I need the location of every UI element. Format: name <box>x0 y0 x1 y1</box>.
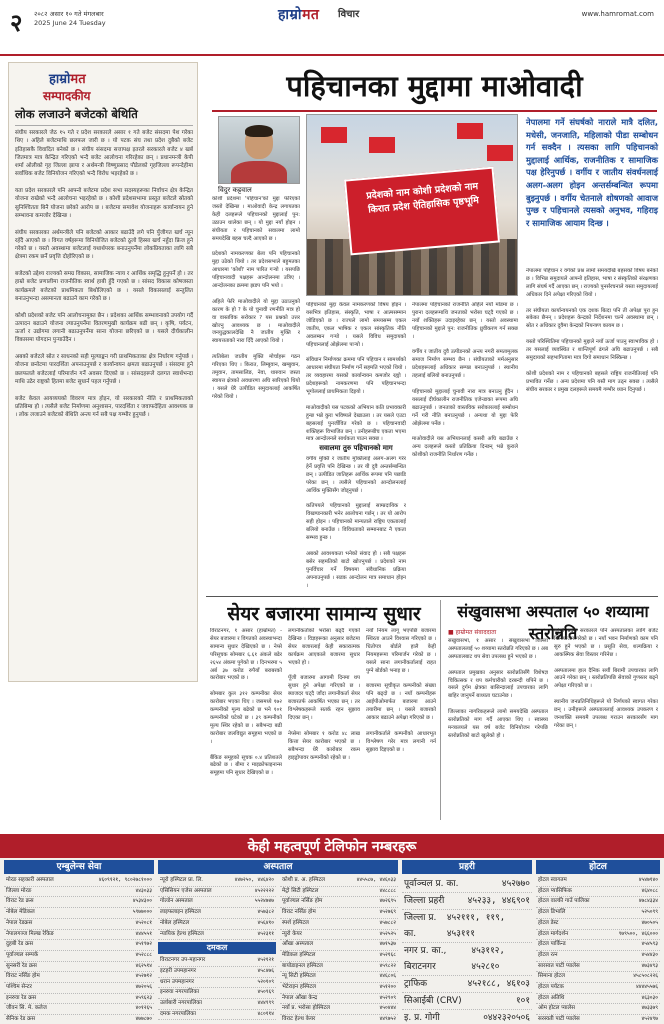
directory-entry-name: होटल प्यासिफिक <box>538 887 572 894</box>
directory-row <box>536 951 660 962</box>
directory-phone-number[interactable]: ४७१५३७ <box>379 941 396 948</box>
directory-row <box>280 876 398 887</box>
directory-entry-name: इनरुवा नगरपालिका <box>160 989 200 996</box>
directory-entry-name: नगर प्र. का., बिराटनगर <box>404 946 447 972</box>
hotel-column <box>536 860 660 1023</box>
directory-phone-number[interactable]: ५९७७००० <box>132 909 152 916</box>
hospital-header: अस्पताल <box>158 860 398 874</box>
directory-phone-number[interactable]: ५२५०९९ <box>641 909 658 916</box>
hotel-header: होटल <box>536 860 660 874</box>
directory-phone-number[interactable]: ४५६४१० <box>257 919 274 926</box>
hospital-headline: संखुवासभा अस्पताल ५० शय्यामा स्तरोन्नति <box>457 602 649 643</box>
directory-row <box>280 1004 398 1015</box>
directory-entry-name: होटल स्वागतम <box>538 877 567 883</box>
directory-row <box>536 994 660 1005</box>
hospital-byline: ■ हाम्रोमत संवाददाता <box>448 629 497 636</box>
directory-phone-number[interactable]: ४५०४४४ <box>379 1005 396 1012</box>
page-number: २ <box>10 8 23 37</box>
directory-entry-name: इनरुवा रेड क्रस <box>6 994 37 1001</box>
directory-entry-name: जिल्ला मोरङ <box>6 887 32 894</box>
directory-row <box>158 1010 276 1021</box>
column-divider <box>440 600 441 820</box>
page-header <box>0 0 664 56</box>
directory-row <box>536 908 660 919</box>
directory-phone-number[interactable]: ४५१९७२ <box>135 941 152 948</box>
directory-row <box>280 994 398 1005</box>
directory-phone-number[interactable]: ४५२५२५ <box>379 930 396 937</box>
directory-entry-name: होटल वाल्की गाउँ पालिका <box>538 898 590 905</box>
banner-text: प्रदेशको नाम कोशी प्रदेशको नाम किरात प्रदेश ऐतिहासिक पृष्ठभूमि <box>365 181 480 216</box>
directory-entry-name: होटल डेस्ट <box>538 919 559 926</box>
directory-title: केही महत्वपूर्ण टेलिफोन नम्बरहरू <box>0 836 664 858</box>
directory-row <box>4 994 154 1005</box>
directory-phone-number[interactable]: १०१ <box>515 996 530 1006</box>
flag-icon <box>321 127 347 143</box>
directory-entry-name: मोरङ सहकारी अस्पताल <box>6 877 54 883</box>
directory-phone-number[interactable]: ४७७८७० <box>135 1016 152 1023</box>
directory-phone-number[interactable]: ४७३३७९ <box>641 1005 658 1012</box>
directory-entry-name: गोल्डेन अस्पताल <box>160 898 193 905</box>
directory-entry-name: ओम होटल प्यालेस <box>538 1005 575 1012</box>
directory-phone-number[interactable]: ४७०५०५ <box>641 919 658 926</box>
directory-entry-name: आँखा अस्पताल <box>282 941 314 948</box>
directory-phone-number[interactable]: ४४६८०६ <box>379 973 396 980</box>
share-story-col2: लगानीकर्ताको भरोसा बढ्दै गएको देखिन्छ । विज्ञहरूका अनुसार बजेटमा सेयर बजारलाई केही सकारात्मक कार्यक्रम आएकाले बजारमा सुधार भएको हो । पूँजी बजारमा आगामी दिनमा थप सुधार हुने अपेक्षा गरिएको छ । ब्याजदर घट्दै जाँदा लगानीकर्ता सेयर बजारतर्फ आकर्षित भएका छन् । तर विश्लेषकहरूले सतर्क रहन सुझाव दिएका छन् । नेप्सेमा सोमबार १ करोड ४८ लाख कित्ता सेयर कारोबार भएको छ । सबैभन्दा धेरै कारोबार रकम हाइड्रोपावर कम्पनीको रहेको छ । <box>288 628 360 761</box>
directory-row <box>536 887 660 898</box>
directory-row <box>158 897 276 908</box>
directory-phone-number[interactable]: ४५२७६९ <box>379 909 396 916</box>
directory-row <box>402 1010 532 1024</box>
directory-row <box>158 978 276 989</box>
share-story-col3: नयाँ नियम लागू भएपछि बजारमा स्थिरता आउने विश्वास गरिएको छ । धितोपत्र बोर्डले हालै केही नियमहरूमा परिमार्जन गरेको छ । यसले साना लगानीकर्तालाई राहत पुग्ने बोर्डको भनाइ छ । बजारमा सूचीकृत कम्पनीको संख्या पनि बढ्दो छ । नयाँ कम्पनीहरू आईपीओमार्फत बजारमा आउने तयारीमा छन् । यसले बजारको आकार बढाउने अपेक्षा गरिएको छ । लगानीकर्ताले कम्पनीको आधारभूत विश्लेषण गरेर मात्र लगानी गर्न सुझाव दिइएको छ । <box>366 628 436 753</box>
directory-phone-number[interactable]: ४५७३८२ <box>257 909 274 916</box>
editorial-title: लोक लजाउने बजेटको बेथिति <box>15 107 193 126</box>
directory-row <box>280 951 398 962</box>
directory-row <box>280 897 398 908</box>
directory-entry-name: होटल पर्यटक <box>538 984 564 991</box>
directory-row <box>402 993 532 1010</box>
directory-phone-number[interactable]: ४५०९६९ <box>257 989 274 996</box>
directory-entry-name: विराट नर्सिङ होम <box>282 909 316 916</box>
directory-entry-name: भेटेराइन हस्पिटल <box>282 984 316 991</box>
directory-phone-number[interactable]: ४६३०३० <box>641 994 658 1001</box>
directory-phone-number[interactable]: ४५२१८८, ४६१०३ <box>467 979 530 989</box>
directory-entry-name: न्यू सिटी हस्पिटल <box>282 973 316 980</box>
directory-row <box>4 930 154 941</box>
headline-rule <box>212 110 657 112</box>
directory-row <box>280 908 398 919</box>
directory-phone-number[interactable]: ४५२३३, ४४६९०१ <box>467 896 530 906</box>
directory-row <box>4 972 154 983</box>
directory-entry-name: जिल्ला प्र. का. <box>404 913 437 939</box>
directory-entry-name: विराट हेल्थ केयर <box>282 1016 316 1023</box>
directory-entry-name: विराट रेड क्रस <box>6 898 34 905</box>
ambulance-column <box>4 860 154 1023</box>
directory-row <box>402 976 532 993</box>
directory-entry-name: विराटनगर उप-महानगर <box>160 957 206 964</box>
flag-icon <box>369 137 395 153</box>
directory-entry-name: नयाँ प्र. भरोसा होस्पिटल <box>282 1005 331 1012</box>
directory-phone-number[interactable]: ४५२८८८ <box>135 951 152 958</box>
masthead-logo <box>278 5 319 24</box>
directory-phone-number[interactable]: ४४८८८८ <box>379 887 396 894</box>
directory-phone-number[interactable]: ४४५५८७, ४४६०३३ <box>356 877 396 883</box>
directory-phone-number[interactable]: ४५२१११, ११९, ४५३१११ <box>446 913 506 939</box>
directory-row <box>280 972 398 983</box>
directory-entry-name: इटहरी उपमहानगर <box>160 967 196 974</box>
directory-entry-name: पूर्वाञ्चल सम्पर्क <box>6 951 39 958</box>
main-headline: पहिचानका मुद्दामा माओवादी <box>286 69 583 103</box>
hospital-column <box>158 860 398 1023</box>
editorial-body: संघीय सरकारले जेठ १५ गते र प्रदेश सरकारले असार १ गते बजेट संसदमा पेश गरेका थिए । अहिले बजेटमाथि छलफल जारी छ । यो पटक संघ तथा प्रदेश दुबैको बजेट इतिहासकै विवादित बनेको छ । संघीय संसदमा सत्तापक्ष इतरले सरकारले बजेट ४ खर्ब जितमात्र मात्र केन्द्रित गरिएको भन्दै बजेट आलोचना गरिरहेका छन् । प्रधानमन्त्री केपी शर्मा ओलीको गृह जिल्ला झापा र अर्थमन्त्री विष्णुप्रसाद पौडेलको गृहजिल्ला रूपन्देहीमा सर्वाधिक बजेट विनियोजन गरिएको भन्दै विरोध भइरहेको छ । यता प्रदेश सरकारले पनि आफ्नो बजेटमा प्रदेश सभा सदस्यहरूका निर्वाचन क्षेत्र केन्द्रित योजना राखेको भन्दै आलोचना भइरहेको छ । कोशी प्रदेशसभामा प्रस्तुत बजेटले स्रोतको सुनिश्चितता बिनै योजना छरेको आरोप छ । बजेटमा समावेश योजनाहरू कार्यान्वयन हुने सम्भावना कमजोर देखिन्छ । संघीय सरकारका अर्थमन्त्रीले पनि बजेटको आकार बढाउँदै लगे पनि पुँजीगत खर्च न्यून रहँदै आएको छ । विगत वर्षहरूमा विनियोजित बजेटको ठूलो हिस्सा खर्च नहुँदा फ्रिज हुने गरेको छ । यस्तो अवस्थामा बजेटलाई यथार्थपरक बनाउनुपर्नेमा लोकप्रियताका लागि सबै क्षेत्रमा रकम छर्ने प्रवृत्ति दोहोरिएको छ । बजेटको उद्देश्य राज्यको समग्र विकास, सामाजिक न्याय र आर्थिक समृद्धि हुनुपर्ने हो । तर हाम्रो बजेट प्रणालीमा राजनीतिक स्वार्थ हाबी हुँदै गएको छ । सांसद विकास कोषजस्ता कार्यक्रमले बजेटको प्राथमिकता बिथोलिएको छ । यसले विकासलाई सन्तुलित बनाउनुभन्दा असमानता बढाउने काम गरेको छ । कोशी प्रदेशको बजेट पनि आलोचनामुक्त छैन । प्रदेशका आर्थिक सम्भावनाको उपयोग गर्दै उत्पादन बढाउने योजना ल्याउनुपर्नेमा वितरणमुखी कार्यक्रम बढी छन् । कृषि, पर्यटन, ऊर्जा र उद्योगमा लगानी बढाउनुपर्नेमा साना योजना छरिएको छ । यसले दीर्घकालीन विकासमा योगदान पुर्‍याउँदैन । अबको बजेटले स्रोत र साधनको सही मूल्याङ्कन गरी प्राथमिकताका क्षेत्र निर्धारण गर्नुपर्छ । योजना छनोटमा पारदर्शिता अपनाउनुपर्छ र कार्यान्वयन क्षमता बढाउनुपर्छ । संसदमा हुने छलफलले बजेटलाई परिमार्जन गर्ने अवसर दिएको छ । सांसदहरूले दलगत स्वार्थभन्दा माथि उठेर राष्ट्रको हितमा बजेट सुधार्न पहल गर्नुपर्छ । बजेट केवल आयव्ययको विवरण मात्र होइन, यो सरकारको नीति र प्राथमिकताको प्रतिबिम्ब हो । त्यसैले बजेट निर्माणमा अनुशासन, पारदर्शिता र जवाफदेहिता आवश्यक छ । लोक लजाउने बजेटको बेथिति अन्त्य गर्न सबै पक्ष गम्भीर हुनुपर्छ । <box>15 130 193 419</box>
directory-phone-number[interactable]: ४५२१२१ <box>257 957 274 964</box>
directory-row <box>4 962 154 973</box>
fire-header: दमकल <box>158 942 276 954</box>
directory-entry-name: सिआईबी (CRV) <box>404 996 462 1006</box>
directory-entry-name: बायोडाइनल हस्पिटल <box>282 962 323 969</box>
directory-phone-number[interactable]: ४४४४५५७६ <box>635 984 658 991</box>
directory-row <box>536 983 660 994</box>
directory-row <box>158 967 276 978</box>
directory-phone-number[interactable]: ४५२७१२ <box>135 973 152 980</box>
directory-row <box>158 999 276 1010</box>
directory-phone-number[interactable]: ४५१२०० <box>379 984 396 991</box>
directory-row <box>4 940 154 951</box>
directory-phone-number[interactable]: ४७२६९५ <box>379 898 396 905</box>
rally-photo <box>306 114 518 296</box>
directory-row <box>536 972 660 983</box>
directory-row <box>280 930 398 941</box>
directory-entry-name: दमक नगरपालिका <box>160 1010 196 1017</box>
directory-row <box>536 876 660 887</box>
directory-phone-number[interactable]: ५२०१०९ <box>257 978 274 985</box>
directory-row <box>536 897 660 908</box>
directory-entry-name: होटल मार्गदर्शन <box>538 930 569 937</box>
directory-row <box>280 919 398 930</box>
directory-row <box>158 988 276 999</box>
directory-row <box>4 897 154 908</box>
directory-phone-number[interactable]: ४५२०८१ <box>135 919 152 926</box>
directory-phone-number[interactable]: ४५२२२२२ <box>254 887 274 894</box>
directory-row <box>280 940 398 951</box>
directory-phone-number[interactable]: ४५२३११ <box>257 930 274 937</box>
directory-entry-name: नेपाल रेडक्रस <box>6 919 33 926</box>
nepali-date: २०८२ असार १० गते मंगलबार <box>34 10 104 18</box>
share-market-headline: सेयर बजारमा सामान्य सुधार <box>227 603 421 625</box>
flag-icon <box>457 123 483 139</box>
directory-phone-number[interactable]: ४५८५०८२२६ <box>633 973 658 980</box>
directory-entry-name: होटल पार्किन्ड <box>538 941 566 948</box>
editorial-logo-accent: मत <box>70 72 86 87</box>
directory-entry-name: सुनसरी रेड क्रस <box>6 962 37 969</box>
directory-phone-number[interactable]: ४५९६२३ <box>135 994 152 1001</box>
directory-row <box>402 876 532 893</box>
date-block <box>34 10 106 28</box>
directory-entry-name: नोबेल हस्पिटल <box>160 919 190 926</box>
main-story-col5: नेपालमा पहिचान र वर्गको प्रश्न लामो समयदेखि बहसको विषय बनेको छ । विभिन्न समुदायले आफ्नो इतिहास, भाषा र संस्कृतिको संरक्षणका लागि संघर्ष गर्दै आएका छन् । राज्यको पुनर्संरचनाले यस्ता समुदायलाई अधिकार दिने अपेक्षा गरिएको थियो । तर संघीयता कार्यान्वयनको एक दशक बित्दा पनि ती अपेक्षा पूरा हुन सकेका छैनन् । प्रदेशहरू केन्द्रको निर्देशनमा चल्ने अवस्थामा छन् । स्रोत र अधिकार दुवैमा केन्द्रको नियन्त्रण कायम छ । यस्तो परिस्थितिमा पहिचानको मुद्दाले नयाँ ऊर्जा पाउनु स्वाभाविक हो । तर यसलाई व्यवस्थित र शान्तिपूर्ण ढंगले अघि बढाउनुपर्छ । सबै समुदायको सहभागितामा मात्र दिगो समाधान निस्किन्छ । कोशी प्रदेशको नाम र पहिचानको बहसले राष्ट्रिय राजनीतिलाई पनि प्रभावित गर्नेछ । अन्य प्रदेशमा पनि यस्तै माग उठ्न सक्छ । त्यसैले संघीय सरकार र प्रमुख दलहरूले समयमै गम्भीर ध्यान दिनुपर्छ । <box>526 268 658 393</box>
directory-row <box>4 919 154 930</box>
directory-entry-name: पश्चिम सेन्टर <box>6 984 32 991</box>
police-header: प्रहरी <box>402 860 532 874</box>
directory-row <box>402 943 532 976</box>
directory-phone-number[interactable]: ४५४४३० <box>641 951 658 958</box>
directory-phone-number[interactable]: ४५४७१४० <box>638 877 658 883</box>
directory-entry-name: लाइफलाइन हस्पिटल <box>160 909 201 916</box>
directory-phone-number[interactable]: ४५९८२२ <box>379 962 396 969</box>
directory-row <box>280 1015 398 1024</box>
section-divider <box>206 596 658 597</box>
directory-phone-number[interactable]: ४५४५९३ <box>641 941 658 948</box>
directory-phone-number[interactable]: ४४४९९९ <box>257 1000 274 1007</box>
directory-entry-name: एसिसियन एजेस अस्पताल <box>160 887 212 894</box>
directory-entry-name: न्यायिक हेल्थ हस्पिटल <box>160 930 204 937</box>
main-story-subhead: सवालमा तुरु पहिचानको माग <box>319 444 393 452</box>
directory-entry-name: दुहबी रेड क्रस <box>6 941 34 948</box>
directory-phone-number[interactable]: ४०१२६५ <box>135 1005 152 1012</box>
directory-row <box>536 919 660 930</box>
directory-row <box>536 1015 660 1024</box>
editorial-box <box>8 62 198 682</box>
directory-phone-number[interactable]: ४७३४९३ <box>641 962 658 969</box>
directory-entry-name: मेट्रो सिटी हस्पिटल <box>282 887 319 894</box>
directory-row <box>158 956 276 967</box>
directory-phone-number[interactable]: ४६०९१२१, ९८०२७८१००० <box>98 877 152 883</box>
directory-entry-name: पूर्वाञ्चल प्र. का. <box>404 879 459 889</box>
directory-row <box>536 940 660 951</box>
directory-row <box>536 962 660 973</box>
main-story-col1: कोशी प्रदेशमा 'पहिचान'को मुद्दा फेरिएको जस्तो देखिन्छ । माओवादी केन्द्र लगायतका केही दलहरूले पहिचानको मुद्दालाई पुन: उठाउन थालेका छन् । यो मुद्दा नयाँ होइन । संघीयता र पहिचानको सवालमा लामो समयदेखि बहस चल्दै आएको छ । प्रदेशको नामकरणका बेला पनि पहिचानको मुद्दा उठेको थियो । तर प्रदेशसभाले बहुमतका आधारमा 'कोशी' नाम पारित गर्‍यो । यसपछि पहिचानवादी पक्षहरू आन्दोलनमा उत्रिए । आन्दोलनका क्रममा झडप पनि भयो । अहिले फेरि माओवादीले यो मुद्दा उठाउनुको कारण के हो ? के यो चुनावी रणनीति मात्र हो वा वास्तविक सरोकार ? यस प्रश्नको उत्तर खोज्नु आवश्यक छ । माओवादीले जनयुद्धकालदेखि नै जातीय मुक्ति र स्वायत्तताको नारा दिँदै आएको थियो । त्यतिबेला जातीय मुक्ति मोर्चाहरू गठन गरिएका थिए । किरात, लिम्बुवान, खम्बुवान, तमुवान, तामसालिङ, नेवा, थारुवान जस्ता स्वायत्त क्षेत्रको अवधारणा अघि सारिएको थियो । यसले धेरै उत्पीडित समुदायलाई आकर्षित गरेको थियो । <box>212 196 300 400</box>
directory-row <box>158 930 276 941</box>
directory-phone-number[interactable]: ०४४२३२०५०६ <box>483 1013 530 1023</box>
directory-entry-name: नेपालगञ्ज मिल्ख रेकिङ <box>6 930 54 937</box>
pullquote: नेपालमा गर्ने संघर्षको नाराले मात्रै दलित, मधेसी, जनजाति, महिलाको पीडा सम्बोधन गर्न सक्दैन । त्यसका लागि पहिचानको मुद्दालाई आर्थिक, राजनीतिक र सामाजिक पक्ष हेरिनुपर्छ । वर्गीय र जातीय संवर्धनलाई अलग-अलग होइन अन्तर्सम्बन्धित रूपमा बुझ्नुपर्छ । वर्गीय चेतनाले शोषणको आवाज पुग्छ र पहिचानले त्यसको अनुभव, गहिराइ र सामाजिक आयाम दिन्छ । <box>526 117 658 228</box>
directory-phone-number[interactable]: ४५७८८२ <box>379 919 396 926</box>
directory-entry-name: सारस्वत पाटी प्यालेस <box>538 962 580 969</box>
directory-row <box>280 962 398 973</box>
editorial-label: सम्पादकीय <box>43 89 91 103</box>
directory-phone-number[interactable]: ९७९५००, ४६६००० <box>618 930 658 937</box>
share-story-col1: विराटनगर, १ असार (हाम्रोमत) - सेयर बजारमा र विगतको अवस्थाभन्दा सामान्य सुधार देखिएको छ । नेप्से परिसूचक सोमबार ६.६१ अंकले बढेर २६५४ अंकमा पुगेको छ । दिनभरमा ५ अर्ब ३७ करोड रुपैयाँ बराबरको कारोबार भएको छ । सोमबार कुल ३१२ कम्पनीका सेयर कारोबार भएका थिए । जसमध्ये १७२ कम्पनीको मूल्य बढेको छ भने १०१ कम्पनीको घटेको छ । ३९ कम्पनीको मूल्य स्थिर रहेको छ । सबैभन्दा बढी कारोबार जलविद्युत समूहमा भएको छ । बैंकिङ समूहको सूचक ०.४ प्रतिशतले बढेको छ । बीमा र माइक्रोफाइनान्स समूहमा पनि सुधार देखिएको छ । <box>210 628 282 777</box>
directory-entry-name: नोबेल मेडिकल <box>6 909 35 916</box>
main-story-col2: पहिचानको मुद्दा केवल नामकरणको विषय होइन । यसभित्र इतिहास, संस्कृति, भाषा र आत्मसम्मान जोडिएको छ । राज्यले लामो समयसम्म एकल जातीय, एकल भाषिक र एकल सांस्कृतिक नीति अवलम्बन गर्‍यो । यसले विविध समुदायको पहिचानलाई ओझेलमा पार्‍यो । संविधान निर्माणका क्रममा पनि पहिचान र सामर्थ्यको आधारमा संघीयता निर्माण गर्ने सहमति भएको थियो । तर व्यवहारमा यसको कार्यान्वयन कमजोर रह्यो । प्रदेशहरूको नामकरणमा पनि पहिचानभन्दा भूगोललाई प्राथमिकता दिइयो । माओवादीको यस पटकको अभियान कति प्रभावकारी हुन्छ भन्ने कुरा भविष्यले देखाउला । तर यसले एउटा बहसलाई पुनर्जीवित गरेको छ । पहिचानवादी शक्तिहरू विभाजित छन् । उनीहरूबीच एकता भएमा मात्र आन्दोलनले सार्थकता पाउन सक्छ । <box>306 302 406 442</box>
hospital-story-col2: कोशी प्रदेश सरकारले पनि अस्पतालका लागि बजेट विनियोजन गरेको छ । नयाँ भवन निर्माणको काम पनि सुरु हुने भएको छ । प्रसूति सेवा, शल्यक्रिया र आकस्मिक सेवा विस्तार गरिनेछ । अस्पतालमा हाल दैनिक सयौं बिरामी उपचारका लागि आउने गरेका छन् । स्तरोन्नतिपछि सेवाको गुणस्तर बढ्ने अपेक्षा गरिएको छ । स्थानीय जनप्रतिनिधिहरूले यो निर्णयको स्वागत गरेका छन् । उनीहरूले अस्पताललाई आवश्यक उपकरण र जनशक्ति समयमै उपलब्ध गराउन सरकारसँग माग गरेका छन् । <box>554 628 658 729</box>
directory-entry-name: ट्राफिक <box>404 979 428 989</box>
directory-entry-name: मेडिकल हस्पिटल <box>282 951 316 958</box>
directory-phone-number[interactable]: ४५२७७० <box>501 879 530 889</box>
directory-phone-number[interactable]: ४५२१६८ <box>379 951 396 958</box>
directory-entry-name: होटल अतिथि <box>538 994 565 1001</box>
directory-entry-name: होटल रत्न <box>538 951 558 958</box>
directory-phone-number[interactable]: ४५८४७६ <box>257 967 274 974</box>
editorial-logo <box>49 69 86 87</box>
directory-phone-number[interactable]: ४६२५१४ <box>135 962 152 969</box>
directory-phone-number[interactable]: ४८०११४ <box>257 1010 274 1017</box>
directory-row <box>158 876 276 887</box>
directory-entry-name: नेपाल आँखा केन्द्र <box>282 994 318 1001</box>
directory-row <box>4 951 154 962</box>
directory-entry-name: न्यूरो हस्पिटल प्रा. लि. <box>160 877 204 883</box>
editorial-logo-main: हाम्रो <box>49 72 71 87</box>
directory-row <box>280 887 398 898</box>
directory-phone-number[interactable]: ४४३०३३ <box>135 887 152 894</box>
protest-banner <box>344 167 500 256</box>
ambulance-header: एम्बुलेन्स सेवा <box>4 860 154 874</box>
directory-row <box>158 919 276 930</box>
directory-phone-number[interactable]: ४७८४३३४ <box>638 898 658 905</box>
flag-icon <box>487 145 513 161</box>
directory-phone-number[interactable]: ४४७२५०, ४४६४२० <box>234 877 274 883</box>
directory-phone-number[interactable]: ४५२४९७ <box>641 1016 658 1023</box>
directory-row <box>280 983 398 994</box>
directory-phone-number[interactable]: ४५२९०९ <box>379 994 396 1001</box>
directory-entry-name: न्युरो केयर <box>282 930 302 937</box>
directory-phone-number[interactable]: ५५२४७४७ <box>254 898 274 905</box>
brand-accent: मत <box>302 7 320 23</box>
hospital-story-col1: संखुवासभा, १ असार । संखुवासभा जिल्ला अस्पताललाई ५० शय्यामा स्तरोन्नति गरिएको छ । अब अस्पतालबाट थप सेवा उपलब्ध हुने भएको छ । अस्पताल प्रमुखका अनुसार स्तरोन्नतिसँगै विशेषज्ञ चिकित्सक र थप कर्मचारीको दरबन्दी थपिने छ । यसले दुर्गम क्षेत्रका बासिन्दालाई उपचारका लागि बाहिर जानुपर्ने बाध्यता घटाउनेछ । जिल्लाका नागरिकहरूले लामो समयदेखि अस्पताल स्तरोन्नतिको माग गर्दै आएका थिए । स्वास्थ्य मन्त्रालयले यस वर्ष बजेट विनियोजन गरेपछि स्तरोन्नतिको बाटो खुलेको हो । <box>448 638 548 739</box>
directory-entry-name: होटल डिभालि <box>538 909 566 916</box>
directory-phone-number[interactable]: ४६४०८८ <box>641 887 658 894</box>
directory-phone-number[interactable]: ४५३११२, ४५२८१० <box>471 946 505 972</box>
directory-entry-name: स्पर्श हस्पिटल <box>282 919 309 926</box>
section-tag: विचार <box>338 9 360 20</box>
directory-entry-name: पूर्वाञ्चल नर्सिङ होम <box>282 898 323 905</box>
directory-phone-number[interactable]: ४७२०५६ <box>135 984 152 991</box>
directory-row <box>536 930 660 941</box>
directory-entry-name: सिमाना होटल <box>538 973 565 980</box>
directory-row <box>4 983 154 994</box>
directory-entry-name: इ. प्र. गोगी <box>404 1013 440 1023</box>
directory-entry-name: जीवन सि. मे. कलेज <box>6 1005 47 1012</box>
directory-entry-name: जिल्ला प्रहरी <box>404 896 445 906</box>
directory-phone-number[interactable]: ४४४५५१ <box>135 930 152 937</box>
directory-entry-name: उर्लाबारी नगरपालिका <box>160 1000 202 1007</box>
directory-row <box>402 893 532 910</box>
main-story-col4: नेपालमा पहिचानको राजनीति अहिले नयाँ मोडमा छ । पुराना दलहरूमाथि जनताको भरोसा घट्दै गएको छ । नयाँ शक्तिहरू उदाइरहेका छन् । यस्तो अवस्थामा पहिचानको मुद्दाले पुन: राजनीतिक ध्रुवीकरण गर्न सक्छ । वर्गीय र जातीय दुवै उत्पीडनको अन्त्य नगरी समतामूलक समाज निर्माण सम्भव छैन । संघीयताको मर्मअनुसार प्रदेशहरूलाई अधिकार सम्पन्न बनाउनुपर्छ । स्थानीय तहलाई बलियो बनाउनुपर्छ । पहिचानको मुद्दालाई चुनावी नारा मात्र बनाउनु हुँदैन । यसलाई दीर्घकालीन राजनीतिक एजेन्डाका रूपमा अघि बढाउनुपर्छ । जनताको वास्तविक सरोकारलाई सम्बोधन गर्ने गरी नीति बनाउनुपर्छ । अन्यथा यो मुद्दा फेरि ओझेलमा पर्नेछ । माओवादीले यस अभियानलाई कसरी अघि बढाउँछ र अन्य दलहरूले कस्तो प्रतिक्रिया दिन्छन् भन्ने कुराले कोशीको राजनीति निर्धारण गर्नेछ । <box>412 302 518 459</box>
directory-entry-name: सैनिक रेड क्रस <box>6 1016 36 1023</box>
directory-row <box>536 1004 660 1015</box>
english-date: 2025 June 24 Tuesday <box>34 19 106 27</box>
brand-main: हाम्रो <box>278 7 303 23</box>
police-column <box>402 860 532 1023</box>
directory-entry-name: धरान उपमहानगर <box>160 978 195 985</box>
directory-phone-number[interactable]: ४५३४३०० <box>132 898 152 905</box>
author-photo <box>218 116 300 184</box>
directory-entry-name: कोशी प्र. अ. हस्पिटल <box>282 877 325 883</box>
directory-row <box>4 1015 154 1024</box>
directory-entry-name: सरस्वती पाटी प्यालेस <box>538 1016 580 1023</box>
directory-entry-name: विराट नर्सिङ होम <box>6 973 40 980</box>
directory-row <box>4 887 154 898</box>
directory-row <box>158 887 276 898</box>
directory-row <box>4 876 154 887</box>
author-name: विदुर कट्टवाल <box>218 186 252 194</box>
directory-row <box>158 908 276 919</box>
website-url[interactable]: www.hamromat.com <box>581 10 654 18</box>
directory-row <box>4 1004 154 1015</box>
directory-phone-number[interactable]: ४४९७५२ <box>379 1016 396 1023</box>
directory-row <box>4 908 154 919</box>
directory-row <box>402 910 532 943</box>
main-story-col3: वर्गीय मुक्ति र जातीय मुक्तिलाई अलग-अलग गरेर हेर्ने प्रवृत्ति पनि देखिन्छ । तर यी दुवै अन्तर्सम्बन्धित छन् । उत्पीडित जातिहरू आर्थिक रूपमा पनि पछाडि परेका छन् । त्यसैले पहिचानको आन्दोलनलाई आर्थिक मुक्तिसँग जोड्नुपर्छ । कतिपयले पहिचानको मुद्दालाई साम्प्रदायिक र विखण्डनकारी भनेर आलोचना गर्छन् । तर यो आरोप सही होइन । पहिचानको मान्यताले राष्ट्रिय एकतालाई बलियो बनाउँछ । विविधताको सम्मानबाट नै एकता सम्भव हुन्छ । अबको आवश्यकता भनेको संवाद हो । सबै पक्षहरू बसेर सहमतिको बाटो खोज्नुपर्छ । प्रदेशको नाम पुनर्विचार गर्ने विषयमा संवैधानिक प्रक्रिया अपनाउनुपर्छ । सडक आन्दोलन मात्र समाधान होइन । <box>306 456 406 589</box>
